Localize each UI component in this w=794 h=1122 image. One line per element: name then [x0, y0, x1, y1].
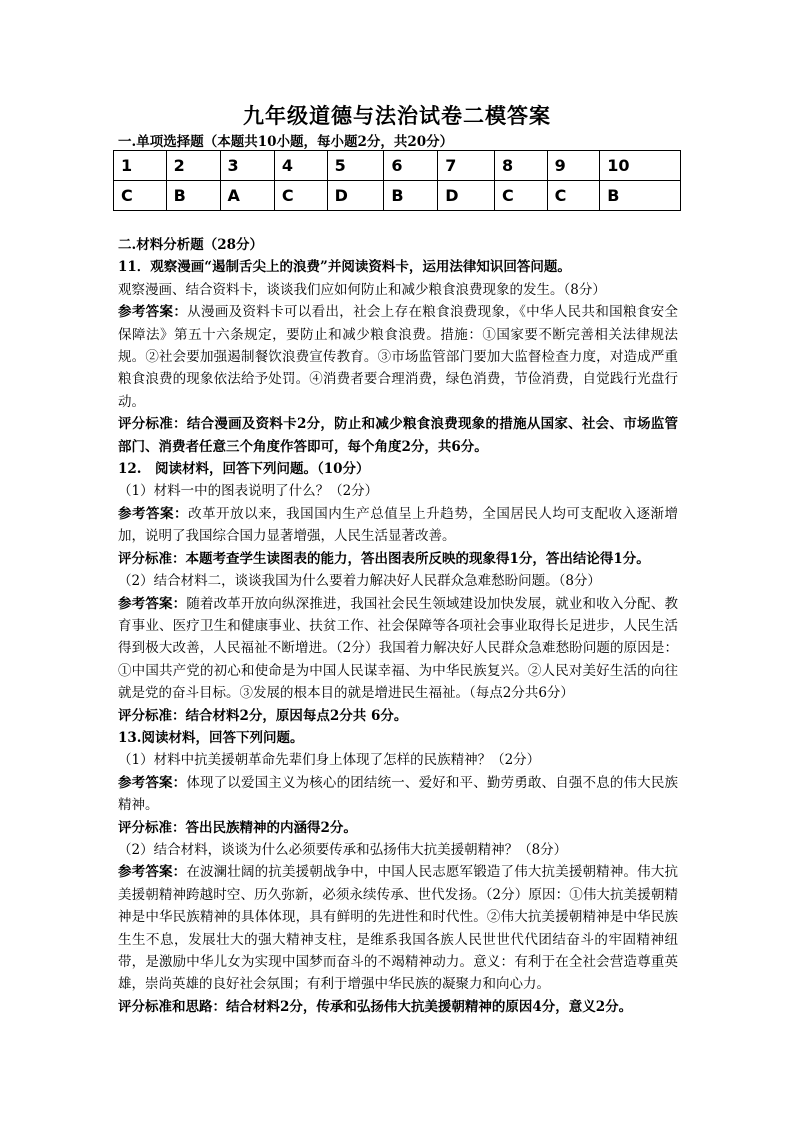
section2-heading: 二.材料分析题（28分） [118, 237, 263, 253]
answer-label: 参考答案： [118, 304, 188, 321]
answer-table-number-row [114, 151, 681, 181]
answer-label: 参考答案： [118, 505, 189, 522]
answer-text: 改革开放以来，我国国内生产总值呈上升趋势，全国居民人均可支配收入逐渐增加，说明了我国综合国力显著增强，人民生活显著改善。 [118, 505, 679, 545]
q13-sub1-question: （1）材料中抗美援朝革命先辈们身上体现了怎样的民族精神？（2分） [118, 752, 541, 769]
page-title: 九年级道德与法治试卷二模答案 [243, 103, 551, 128]
table-cell-number: 8 [494, 151, 547, 181]
answer-table [113, 150, 681, 211]
q12-sub1-answer [118, 503, 678, 548]
table-cell-answer: C [274, 181, 327, 211]
q13-sub2-criteria: 评分标准和思路：结合材料2分，传承和弘扬伟大抗美援朝精神的原因4分，意义2分。 [118, 998, 633, 1015]
table-cell-number: 3 [220, 151, 274, 181]
table-cell-number: 2 [166, 151, 220, 181]
table-cell-answer: C [547, 181, 600, 211]
answer-text: 从漫画及资料卡可以看出，社会上存在粮食浪费现象，《中华人民共和国粮食安全保障法》第五十六条规定，要防止和减少粮食浪费。措施：①国家要不断完善相关法律规法规。②社会要加强遏制餐饮浪费宣传教育。③市场监管部门要加大监督检查力度，对造成严重粮食浪费的现象依法给予处罚。④消费者要合理消费，绿色消费，节俭消费，自觉践行光盘行动。 [118, 304, 678, 410]
q11-title: 11．观察漫画“遏制舌尖上的浪费”并阅读资料卡，运用法律知识回答问题。 [118, 259, 571, 276]
q12-sub2-criteria: 评分标准：结合材料2分，原因每点2分共 6分。 [118, 707, 408, 724]
section1-heading: 一.单项选择题（本题共10小题，每小题2分，共20分） [118, 134, 454, 150]
q12-sub2-answer [118, 593, 678, 705]
table-cell-number: 6 [384, 151, 438, 181]
table-cell-answer: D [327, 181, 384, 211]
table-cell-answer: D [438, 181, 495, 211]
table-cell-number: 7 [438, 151, 495, 181]
table-cell-number: 4 [274, 151, 327, 181]
table-cell-answer: C [114, 181, 167, 211]
q13-sub1-answer [118, 772, 678, 817]
q11-question: 观察漫画、结合资料卡，谈谈我们应如何防止和减少粮食浪费现象的发生。（8分） [118, 281, 606, 298]
answer-text: 随着改革开放向纵深推进，我国社会民生领域建设加快发展，就业和收入分配、教育事业、医疗卫生和健康事业、扶贫工作、社会保障等各项社会事业取得长足进步，人民生活得到极大改善，人民福祉不断增进。（2分）我国着力解决好人民群众急难愁盼问题的原因是：①中国共产党的初心和使命是为中国人民谋幸福、为中华民族复兴。②人民对美好生活的向往就是党的奋斗目标。③发展的根本目的就是增进民生福祉。（每点2分共6分） [118, 595, 678, 702]
q13-sub2-answer [118, 861, 678, 995]
q12-sub2-question: （2）结合材料二，谈谈我国为什么要着力解决好人民群众急难愁盼问题。（8分） [118, 573, 601, 590]
answer-text: 体现了以爱国主义为核心的团结统一、爱好和平、勤劳勇敢、自强不息的伟大民族精神。 [118, 774, 678, 814]
answer-label: 参考答案： [118, 595, 187, 612]
table-cell-answer: A [220, 181, 274, 211]
q12-sub1-criteria: 评分标准：本题考查学生读图表的能力，答出图表所反映的现象得1分，答出结论得1分。 [118, 550, 650, 567]
q13-title: 13.阅读材料，回答下列问题。 [118, 729, 304, 746]
q13-sub1-criteria: 评分标准：答出民族精神的内涵得2分。 [118, 819, 357, 836]
q12-title: 12. 阅读材料，回答下列问题。（10分） [118, 461, 370, 478]
table-cell-answer: B [600, 181, 681, 211]
q11-criteria: 评分标准：结合漫画及资料卡2分，防止和减少粮食浪费现象的措施从国家、社会、市场监管部门、消费者任意三个角度作答即可，每个角度2分，共6分。 [118, 416, 678, 455]
table-cell-number: 10 [600, 151, 681, 181]
table-cell-number: 5 [327, 151, 384, 181]
table-cell-number: 1 [114, 151, 167, 181]
q12-sub1-question: （1）材料一中的图表说明了什么？（2分） [118, 483, 379, 500]
table-cell-answer: C [494, 181, 547, 211]
table-cell-answer: B [384, 181, 438, 211]
table-cell-number: 9 [547, 151, 600, 181]
answer-content [118, 234, 678, 1018]
answer-label: 参考答案： [118, 864, 187, 881]
q13-sub2-question: （2）结合材料，谈谈为什么必须要传承和弘扬伟大抗美援朝精神？（8分） [118, 841, 568, 858]
answer-text: 在波澜壮阔的抗美援朝战争中，中国人民志愿军锻造了伟大抗美援朝精神。伟大抗美援朝精神跨越时空、历久弥新，必须永续传承、世代发扬。（2分）原因：①伟大抗美援朝精神是中华民族精神的具体体现，具有鲜明的先进性和时代性。②伟大抗美援朝精神是中华民族生生不息，发展壮大的强大精神支柱，是维系我国各族人民世世代代团结奋斗的牢固精神纽带，是激励中华儿女为实现中国梦而奋斗的不竭精神动力。意义：有利于在全社会营造尊重英雄，崇尚英雄的良好社会氛围；有利于增强中华民族的凝聚力和向心力。 [118, 864, 678, 993]
answer-label: 参考答案： [118, 774, 187, 791]
q11-answer [118, 301, 678, 413]
table-cell-answer: B [166, 181, 220, 211]
answer-table-answer-row [114, 181, 681, 211]
